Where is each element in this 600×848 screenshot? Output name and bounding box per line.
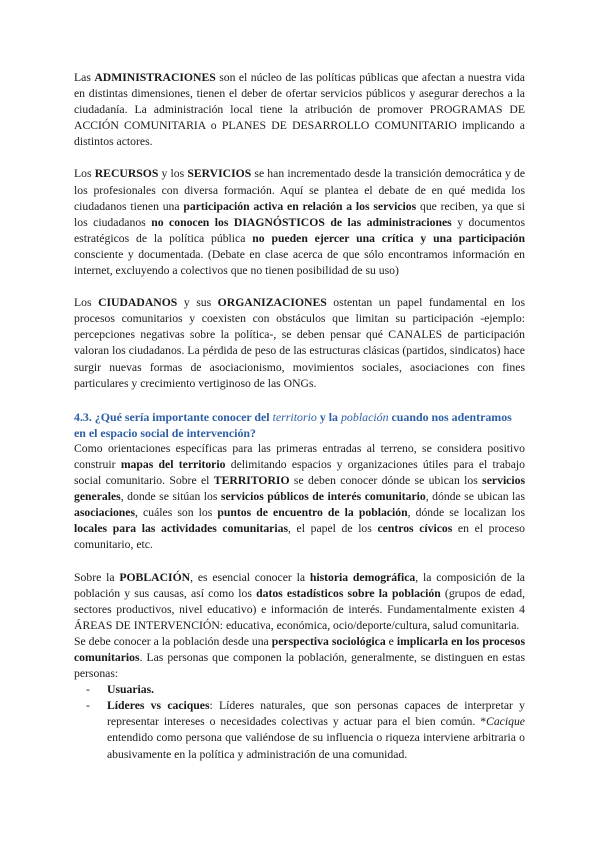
paragraph-poblacion: Sobre la POBLACIÓN, es esencial conocer la historia demográfica, la composición de la población y sus causas, así como los datos estadísticos sobre la población (grupos de edad, sectores productivos, nivel educativo) e información de interés. Fundamentalmente existen 4 ÁREAS DE INTERVENCIÓN: educativa, económica, ocio/deporte/cultura, salud comunitaria. — [74, 570, 526, 632]
term-mapas-territorio: mapas del territorio — [120, 457, 226, 471]
term-servicios-publicos: servicios públicos de interés comunitario — [220, 490, 426, 504]
term-territorio: TERRITORIO — [213, 474, 290, 488]
term-servicios: SERVICIOS — [187, 167, 252, 181]
dash-bullet: - — [86, 683, 90, 697]
term-administraciones: ADMINISTRACIONES — [94, 71, 216, 84]
list-item: - Líderes vs caciques: Líderes naturales, que son personas capaces de interpretar y representar intereses o necesidades colectivas y actuar para el bien común. *Cacique entendido como persona que valiéndose de su influencia o riqueza interviene arbitraria o abusivamente en la política y administración de una comunidad. — [86, 699, 525, 761]
term-organizaciones: ORGANIZACIONES — [217, 296, 327, 310]
term-diagnosticos: no conocen los DIAGNÓSTICOS de las administraciones — [151, 215, 452, 229]
term-poblacion: POBLACIÓN — [119, 570, 191, 584]
term-lideres-caciques: Líderes vs caciques — [107, 699, 210, 713]
term-usuarias: Usuarias. — [107, 683, 155, 697]
heading-territorio: territorio — [272, 409, 317, 424]
term-servicios-generales: servicios generales — [74, 474, 526, 504]
term-historia-demografica: historia demográfica — [309, 570, 416, 584]
section-heading-4-3: 4.3. ¿Qué sería importante conocer del territorio y la población cuando nos adentramos en el espacio social de intervención? — [74, 409, 512, 440]
term-datos-estadisticos: datos estadísticos sobre la población — [256, 586, 441, 600]
term-ciudadanos: CIUDADANOS — [98, 296, 178, 310]
paragraph-administraciones: Las ADMINISTRACIONES son el núcleo de las políticas públicas que afectan a nuestra vida en distintas dimensiones, tienen el deber de ofertar servicios públicos y asegurar derechos a la ciudadanía. La administración local tiene la atribución de promover PROGRAMAS DE ACCIÓN COMUNITARIA o PLANES DE DESARROLLO COMUNITARIO implicando a distintos actores. — [74, 71, 525, 149]
term-centros-civicos: centros cívicos — [377, 522, 453, 536]
term-asociaciones: asociaciones — [74, 506, 136, 520]
paragraph-territorio: Como orientaciones específicas para las primeras entradas al terreno, se considera positivo construir mapas del territorio delimitando espacios y organizaciones útiles para el trabajo social comunitario. Sobre el TERRITORIO se deben conocer dónde se ubican los servicios generales, donde se sitúan los servicios públicos de interés comunitario, dónde se ubican las asociaciones, cuáles son los puntos de encuentro de la población, dónde se localizan los locales para las actividades comunitarias, el papel de los centros cívicos en el proceso comunitario, etc. — [74, 441, 526, 552]
term-participacion-activa: participación activa en relación a los servicios — [183, 199, 417, 213]
list-item — [74, 682, 525, 698]
paragraph-ciudadanos: Los CIUDADANOS y sus ORGANIZACIONES ostentan un papel fundamental en los procesos comunitarios y coexisten con obstáculos que limitan su participación -ejemplo: percepciones negativas sobre la política-, se deben pensar qué CANALES de participación valoran los ciudadanos. La pérdida de peso de las estructuras clásicas (partidos, sindicatos) hace surgir nuevas formas de asociacionismo, movimientos sociales, asociaciones con fines particulares y crecimiento vertiginoso de las ONGs. — [74, 296, 525, 390]
term-locales-actividades: locales para las actividades comunitarias — [74, 522, 289, 536]
term-perspectiva-sociologica: perspectiva sociológica — [271, 634, 386, 648]
paragraph-recursos-servicios: Los RECURSOS y los SERVICIOS se han incrementado desde la transición democrática y de los profesionales con diversa formación. Aquí se plantea el debate de en qué medida los ciudadanos tienen una participación activa en relación a los servicios que reciben, ya que si los ciudadanos no conocen los DIAGNÓSTICOS de las administraciones y documentos estratégicos de la política pública no pueden ejercer una crítica y una participación consciente y documentada. (Debate en clase acerca de que sólo encontramos información en internet, excluyendo a colectivos que no tienen posibilidad de su uso) — [74, 167, 526, 278]
term-implicarla: implicarla en los procesos comunitarios — [74, 634, 526, 664]
dash-bullet: - — [86, 699, 90, 713]
term-critica-participacion: no pueden ejercer una crítica y una participación — [252, 231, 525, 245]
heading-poblacion: población — [340, 409, 389, 424]
person-types-list — [74, 682, 525, 762]
term-puntos-encuentro: puntos de encuentro de la población — [217, 506, 408, 520]
paragraph-perspectiva: Se debe conocer a la población desde una perspectiva sociológica e implicarla en los procesos comunitarios. Las personas que componen la población, generalmente, se distinguen en estas personas: — [74, 634, 526, 681]
term-recursos: RECURSOS — [94, 167, 159, 181]
term-cacique: Cacique — [486, 715, 525, 729]
